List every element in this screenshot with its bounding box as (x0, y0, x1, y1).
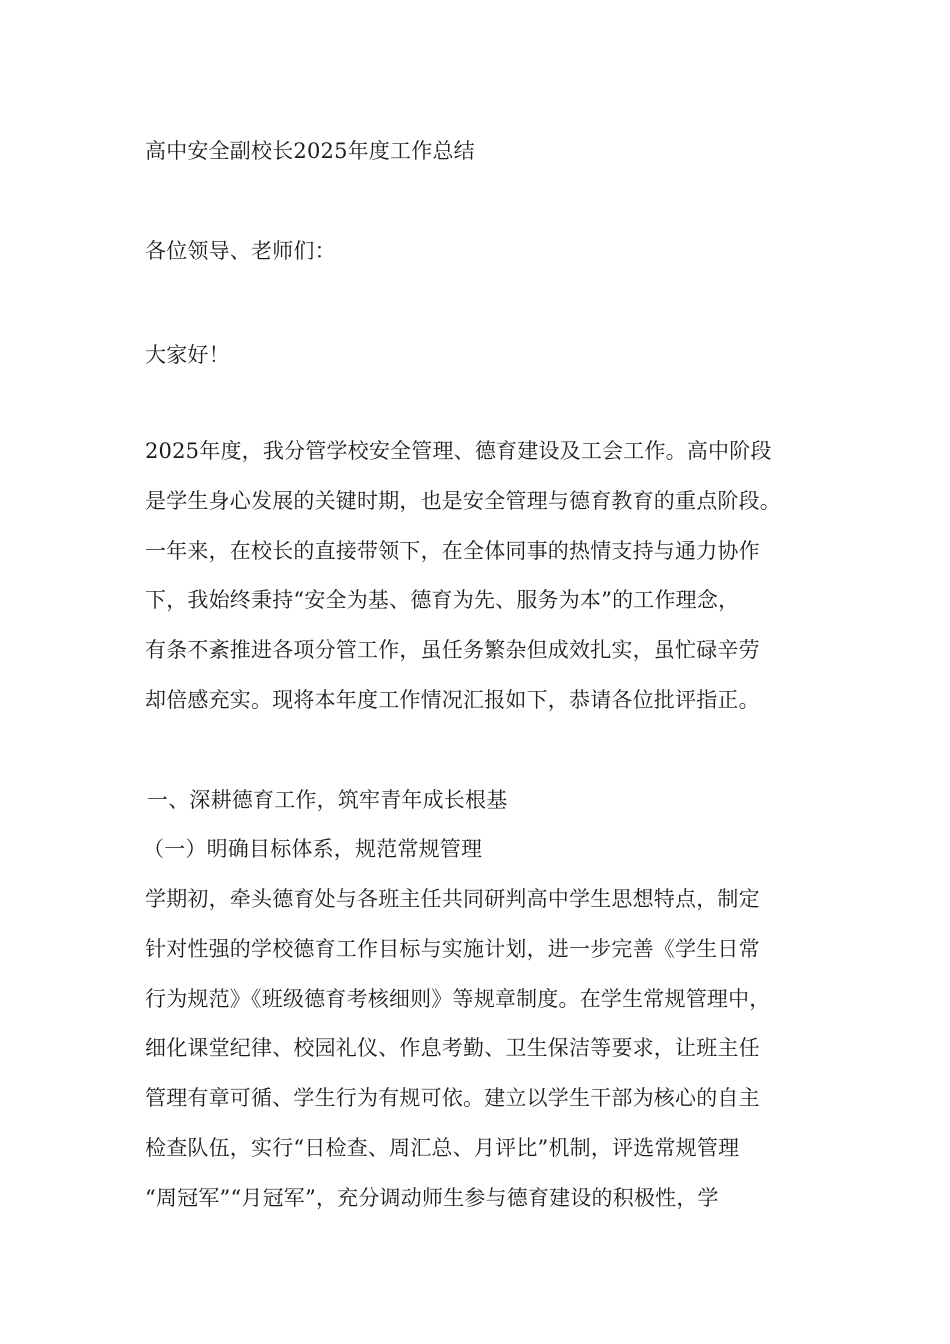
body-line: 管理有章可循、学生行为有规可依。建立以学生干部为核心的自主 (145, 1086, 760, 1110)
intro-line: 是学生身心发展的关键时期，也是安全管理与德育教育的重点阶段。 (145, 489, 781, 513)
body-line: “周冠军”“月冠军”，充分调动师生参与德育建设的积极性，学 (145, 1186, 719, 1210)
intro-line: 下，我始终秉持“安全为基、德育为先、服务为本”的工作理念， (145, 588, 740, 612)
body-line: 检查队伍，实行“日检查、周汇总、月评比”机制，评选常规管理 (145, 1136, 740, 1160)
section-heading: 一、深耕德育工作，筑牢青年成长根基 (147, 788, 508, 812)
body-line: 针对性强的学校德育工作目标与实施计划，进一步完善《学生日常 (145, 937, 760, 961)
body-line: 行为规范》《班级德育考核细则》等规章制度。在学生常规管理中， (145, 987, 771, 1011)
greeting: 大家好！ (145, 343, 230, 367)
body-line: 细化课堂纪律、校园礼仪、作息考勤、卫生保洁等要求，让班主任 (145, 1036, 760, 1060)
body-line: 学期初，牵头德育处与各班主任共同研判高中学生思想特点，制定 (145, 887, 760, 911)
sub-heading: （一）明确目标体系，规范常规管理 (143, 837, 483, 861)
intro-line: 2025年度，我分管学校安全管理、德育建设及工会工作。高中阶段 (145, 439, 772, 463)
salutation: 各位领导、老师们： (145, 239, 336, 263)
intro-line: 有条不紊推进各项分管工作，虽任务繁杂但成效扎实，虽忙碌辛劳 (145, 638, 760, 662)
intro-line: 一年来，在校长的直接带领下，在全体同事的热情支持与通力协作 (145, 539, 760, 563)
intro-line: 却倍感充实。现将本年度工作情况汇报如下，恭请各位批评指正。 (145, 688, 760, 712)
document-title: 高中安全副校长2025年度工作总结 (145, 139, 475, 163)
